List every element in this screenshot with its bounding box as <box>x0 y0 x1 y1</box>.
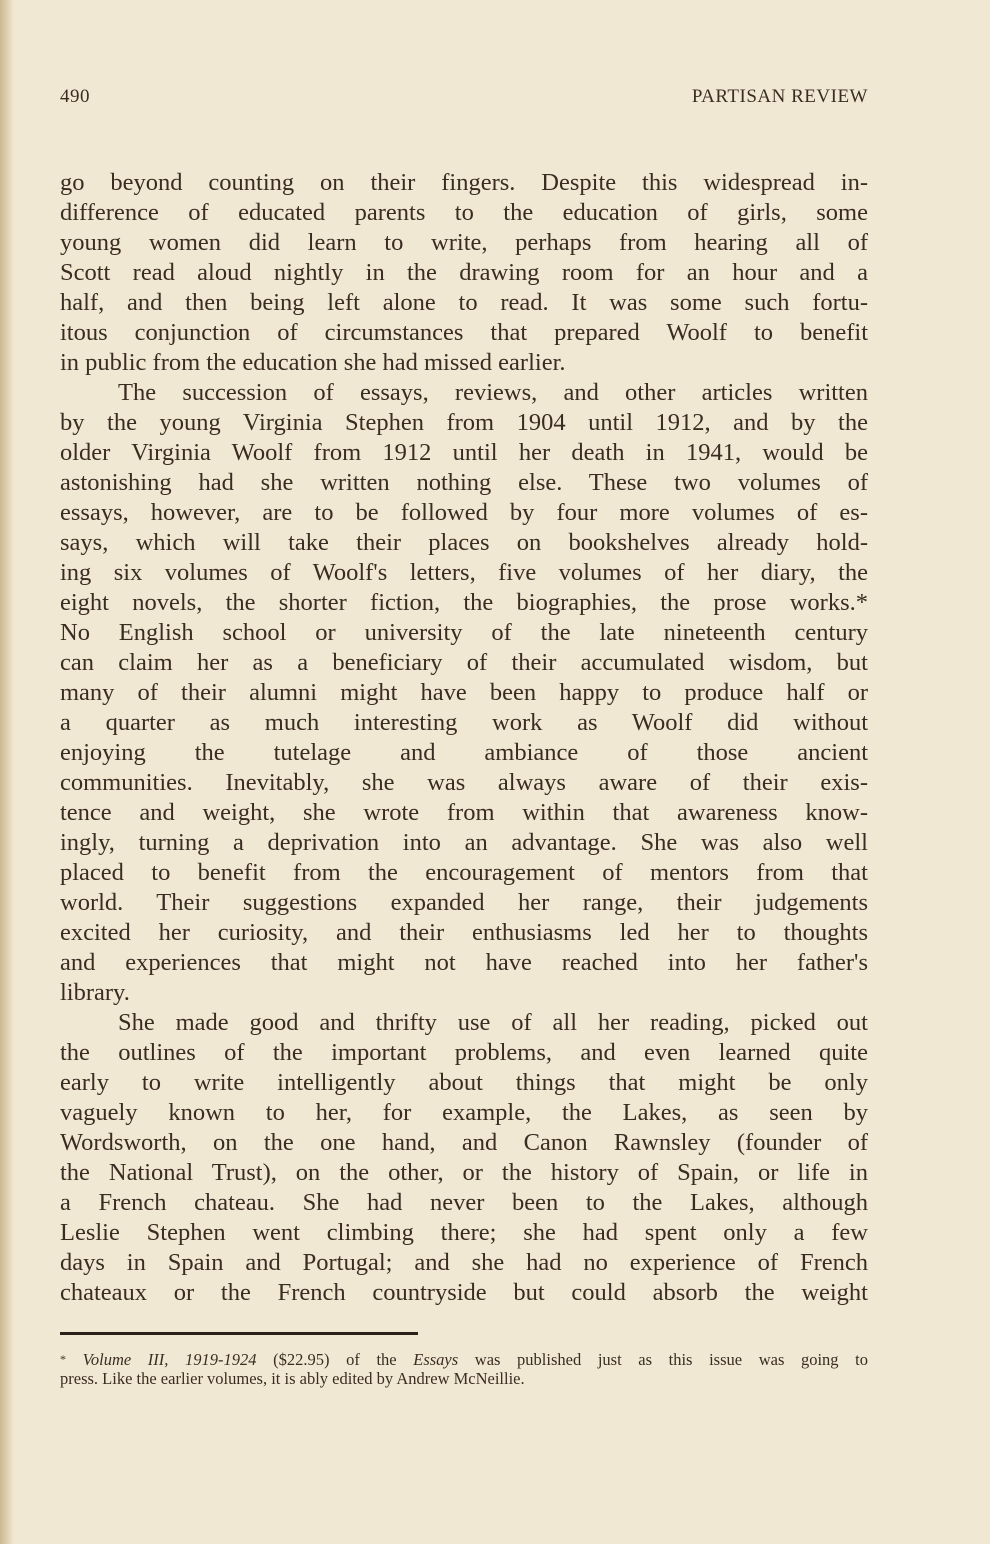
text-line: chateaux or the French countryside but could absorb the weight <box>60 1279 868 1306</box>
footnote-marker: * <box>60 1352 66 1366</box>
footnote-price: ($22.95) of the <box>256 1350 414 1369</box>
page-number: 490 <box>60 86 90 107</box>
text-line: days in Spain and Portugal; and she had no experience of French <box>60 1249 868 1276</box>
text-line: says, which will take their places on bookshelves already hold- <box>60 529 868 556</box>
text-line: a quarter as much interesting work as Woolf did without <box>60 709 868 736</box>
text-line: library. <box>60 979 130 1006</box>
text-line: No English school or university of the late nineteenth century <box>60 619 868 646</box>
text-line: eight novels, the shorter fiction, the biographies, the prose works.* <box>60 589 868 616</box>
footnote-book-title: Essays <box>413 1350 459 1369</box>
text-line: ingly, turning a deprivation into an advantage. She was also well <box>60 829 868 856</box>
text-line: essays, however, are to be followed by four more volumes of es- <box>60 499 868 526</box>
footnote-volume-title: Volume III, 1919-1924 <box>82 1350 257 1369</box>
text-line: vaguely known to her, for example, the Lakes, as seen by <box>60 1099 868 1126</box>
page-header <box>60 86 868 112</box>
text-line: communities. Inevitably, she was always aware of their exis- <box>60 769 868 796</box>
text-line: placed to benefit from the encouragement of mentors from that <box>60 859 868 886</box>
text-line: a French chateau. She had never been to the Lakes, although <box>60 1189 868 1216</box>
text-line: the National Trust), on the other, or the history of Spain, or life in <box>60 1159 868 1186</box>
text-line: world. Their suggestions expanded her range, their judgements <box>60 889 868 916</box>
text-line: enjoying the tutelage and ambiance of those ancient <box>60 739 868 766</box>
text-line: excited her curiosity, and their enthusiasms led her to thoughts <box>60 919 868 946</box>
footnote-text: was published just as this issue was going to <box>458 1350 868 1369</box>
text-line: tence and weight, she wrote from within that awareness know- <box>60 799 868 826</box>
text-line: can claim her as a beneficiary of their accumulated wisdom, but <box>60 649 868 676</box>
footnote <box>60 1350 868 1388</box>
text-line: difference of educated parents to the education of girls, some <box>60 199 868 226</box>
page-binding-edge <box>0 0 14 1544</box>
text-line: Scott read aloud nightly in the drawing room for an hour and a <box>60 259 868 286</box>
body-text <box>60 168 868 1308</box>
text-line: and experiences that might not have reached into her father's <box>60 949 868 976</box>
text-line: the outlines of the important problems, and even learned quite <box>60 1039 868 1066</box>
text-line: Leslie Stephen went climbing there; she had spent only a few <box>60 1219 868 1246</box>
text-line: astonishing had she written nothing else. These two volumes of <box>60 469 868 496</box>
footnote-line-2: press. Like the earlier volumes, it is ably edited by Andrew McNeillie. <box>60 1369 525 1388</box>
text-line: half, and then being left alone to read. It was some such fortu- <box>60 289 868 316</box>
text-line: early to write intelligently about things that might be only <box>60 1069 868 1096</box>
text-line: Wordsworth, on the one hand, and Canon Rawnsley (founder of <box>60 1129 868 1156</box>
text-line: ing six volumes of Woolf's letters, five volumes of her diary, the <box>60 559 868 586</box>
text-line: older Virginia Woolf from 1912 until her death in 1941, would be <box>60 439 868 466</box>
running-head: PARTISAN REVIEW <box>691 86 868 107</box>
text-line: itous conjunction of circumstances that prepared Woolf to benefit <box>60 319 868 346</box>
text-line: go beyond counting on their fingers. Despite this widespread in- <box>60 169 868 196</box>
text-line: She made good and thrifty use of all her reading, picked out <box>118 1009 868 1036</box>
footnote-rule <box>60 1332 418 1335</box>
text-line: many of their alumni might have been happy to produce half or <box>60 679 868 706</box>
text-line: The succession of essays, reviews, and other articles written <box>118 379 868 406</box>
text-line: young women did learn to write, perhaps from hearing all of <box>60 229 868 256</box>
text-line: by the young Virginia Stephen from 1904 until 1912, and by the <box>60 409 868 436</box>
text-line: in public from the education she had missed earlier. <box>60 349 566 376</box>
